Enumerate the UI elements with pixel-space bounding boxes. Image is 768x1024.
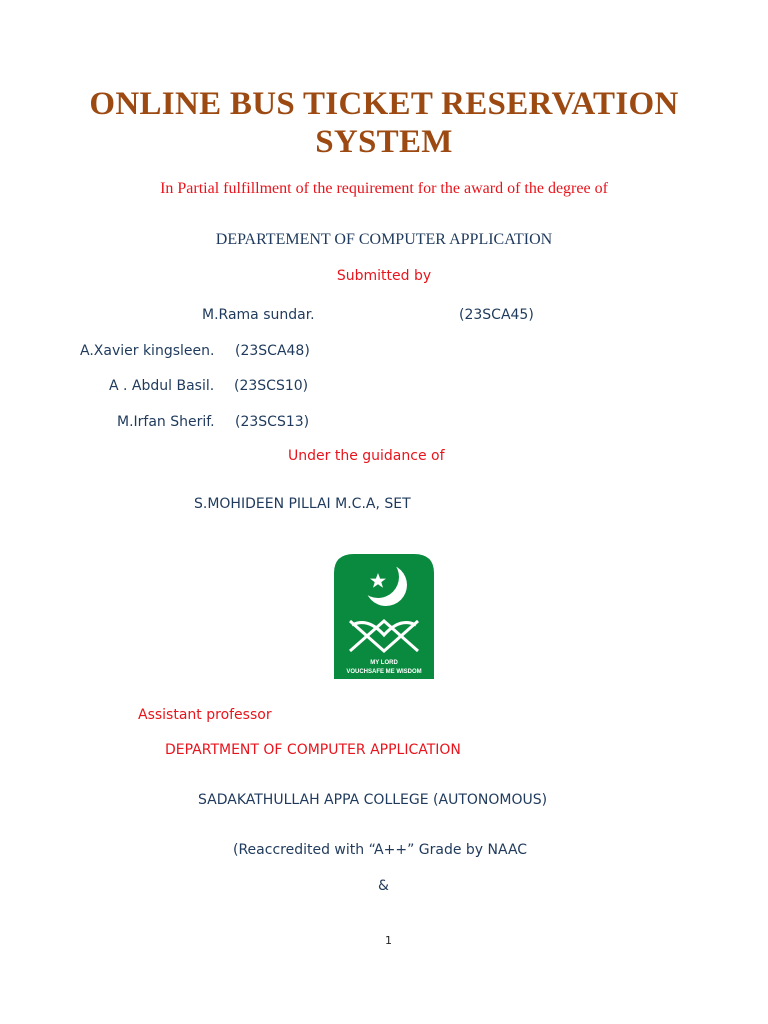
logo-motto-line-1: MY LORD [370, 660, 398, 666]
student-name-1: M.Rama sundar. [202, 307, 315, 323]
student-id-3: (23SCS10) [234, 378, 309, 394]
student-name-3: A . Abdul Basil. [109, 378, 215, 394]
student-id-1: (23SCA45) [459, 307, 534, 323]
guide-name: S.MOHIDEEN PILLAI M.C.A, SET [194, 496, 411, 512]
title-line-2: SYSTEM [315, 124, 453, 160]
college-name: SADAKATHULLAH APPA COLLEGE (AUTONOMOUS) [198, 792, 548, 808]
title-line-1: ONLINE BUS TICKET RESERVATION [89, 86, 679, 122]
page-number: 1 [385, 934, 392, 947]
logo-motto-line-2: VOUCHSAFE ME WISDOM [346, 669, 422, 675]
ampersand: & [378, 878, 389, 894]
crescent-icon [365, 564, 407, 606]
college-logo-emblem [330, 551, 438, 679]
submitted-by-label: Submitted by [336, 268, 432, 284]
accreditation-text: (Reaccredited with “A++” Grade by NAAC [233, 842, 528, 858]
fulfillment-text: In Partial fulfillment of the requirement for the award of the degree of [160, 180, 608, 197]
student-name-2: A.Xavier kingsleen. [80, 343, 215, 359]
student-id-4: (23SCS13) [235, 414, 310, 430]
department-heading: DEPARTEMENT OF COMPUTER APPLICATION [215, 231, 553, 248]
guide-designation: Assistant professor [138, 707, 272, 723]
student-id-2: (23SCA48) [235, 343, 310, 359]
student-name-4: M.Irfan Sherif. [117, 414, 215, 430]
guide-department: DEPARTMENT OF COMPUTER APPLICATION [165, 742, 461, 758]
guidance-label: Under the guidance of [288, 448, 445, 464]
